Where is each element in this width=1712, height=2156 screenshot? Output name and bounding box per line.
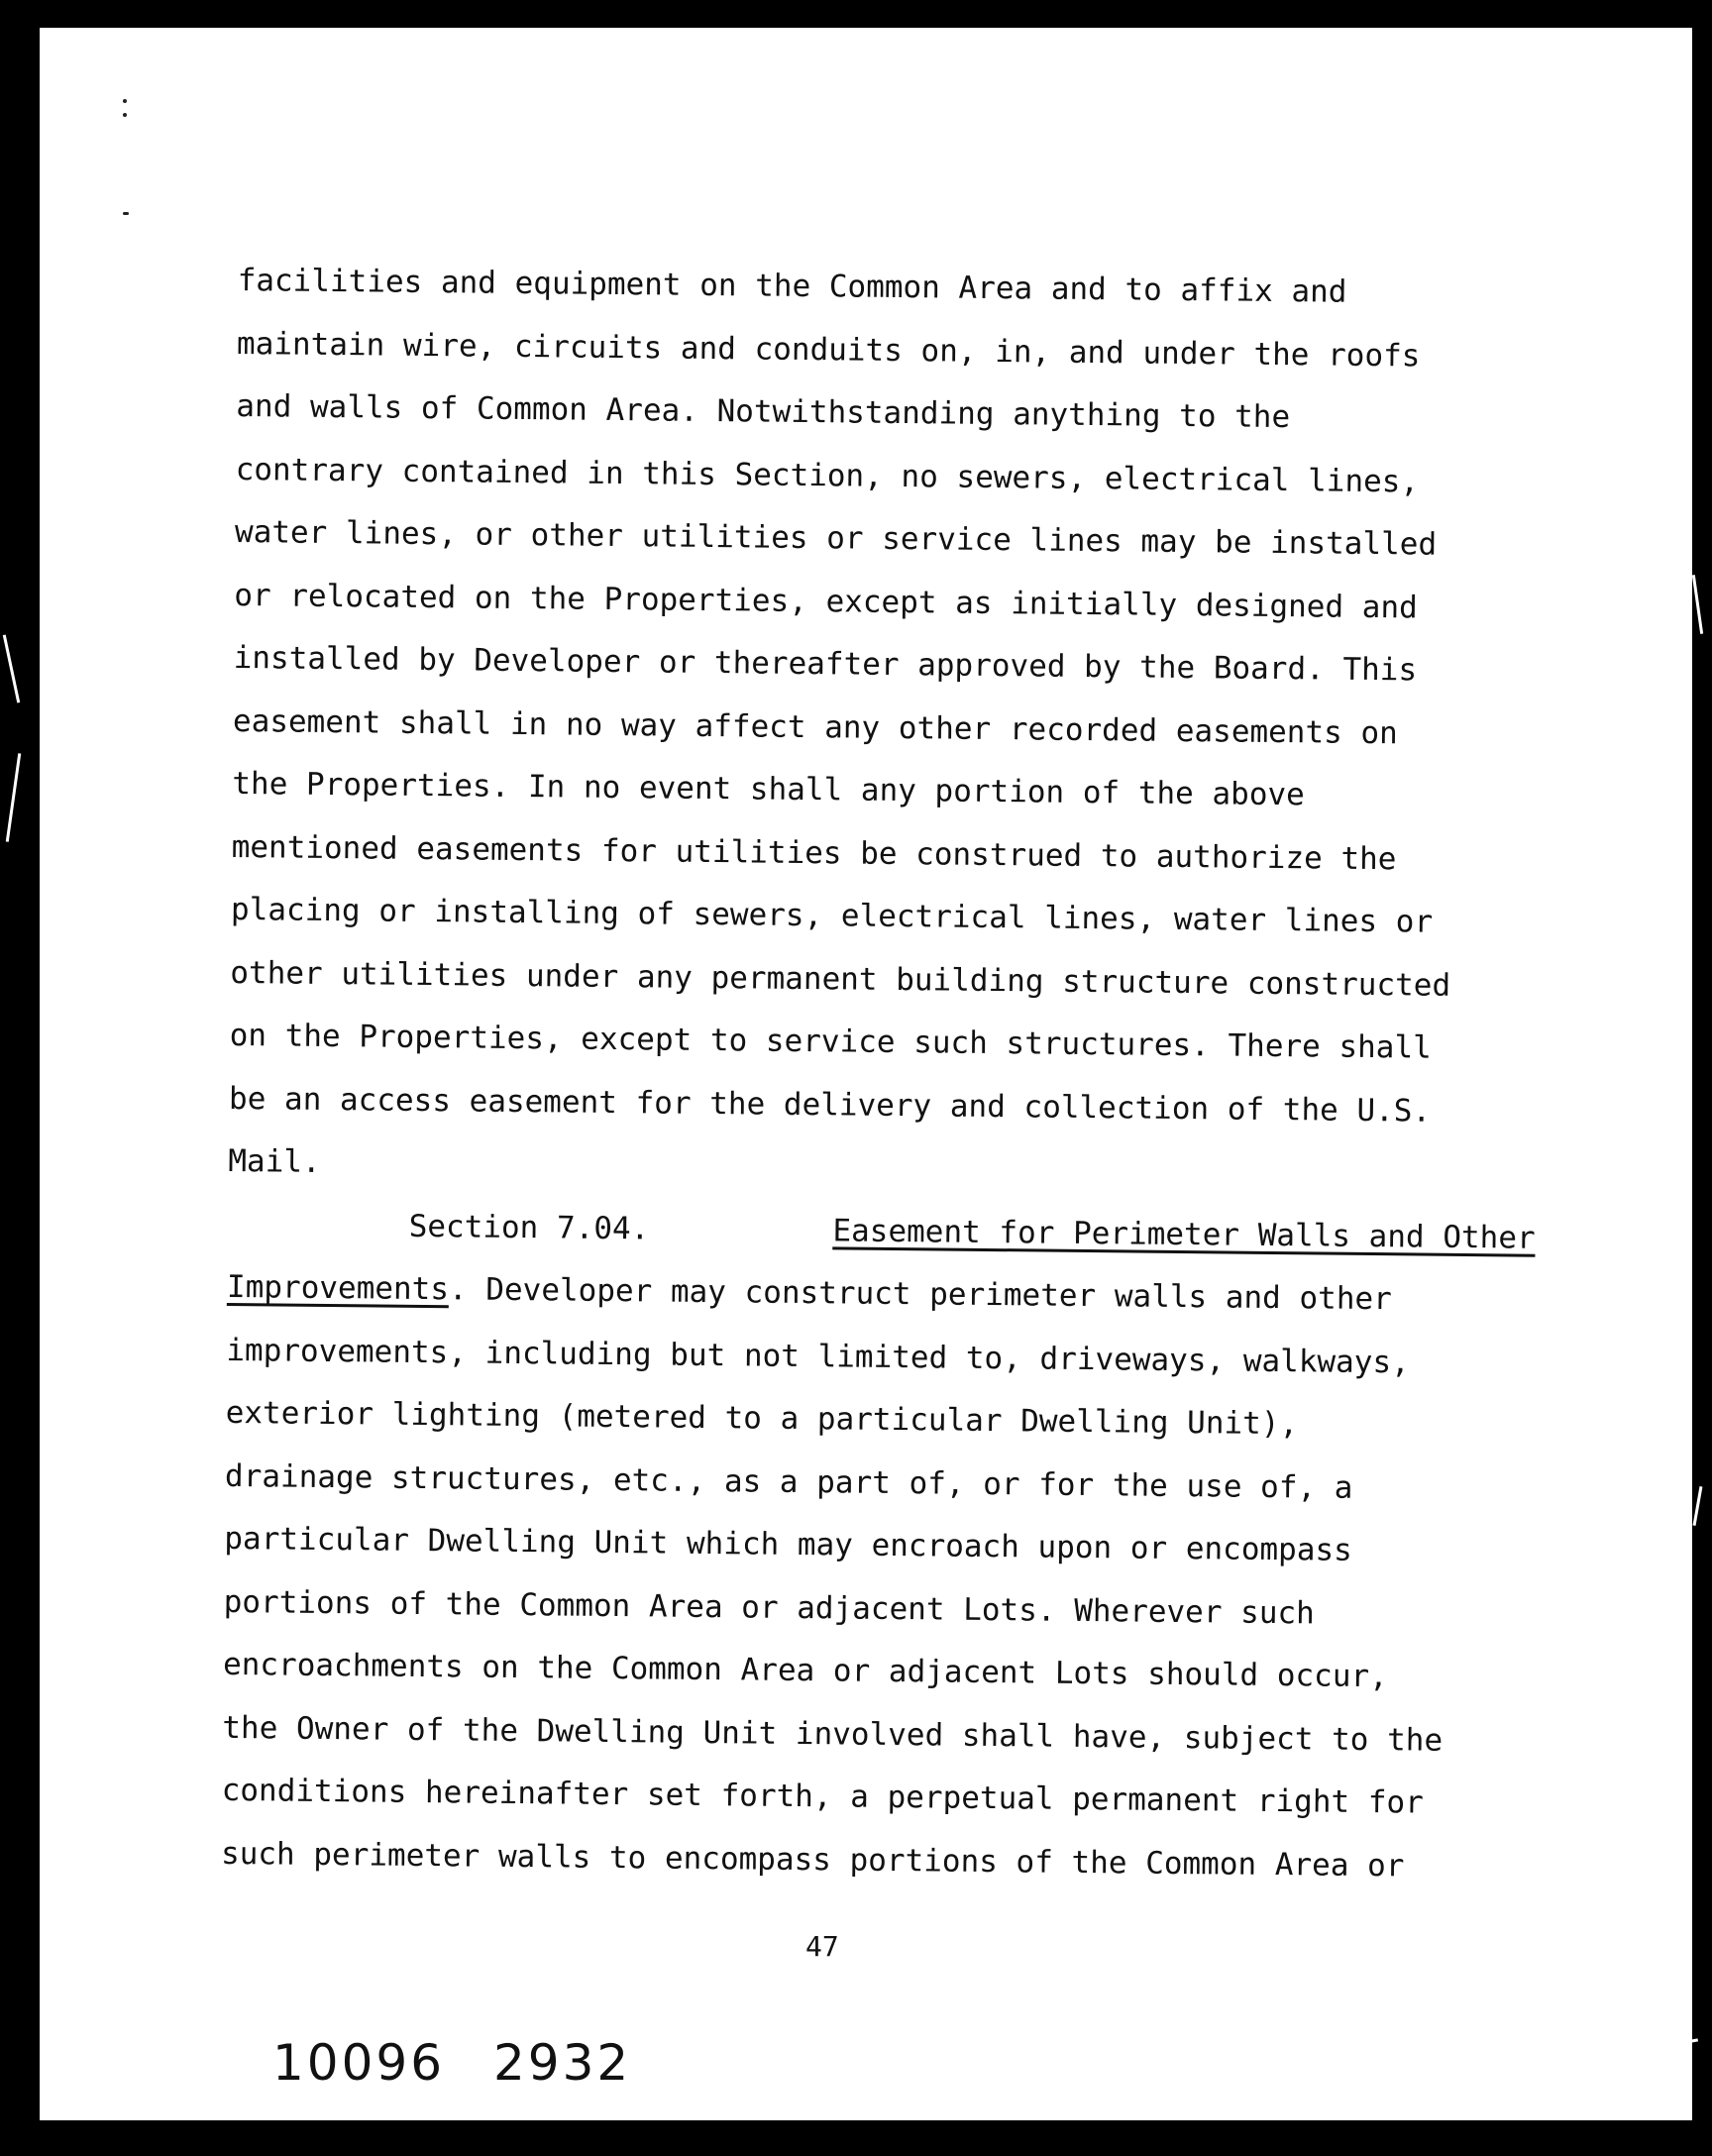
scan-edge-mark [3,634,20,702]
text-line: the Properties. In no event shall any portion of the above [232,765,1305,813]
text-line: particular Dwelling Unit which may encroach upon or encompass [224,1520,1352,1568]
text-line: on the Properties, except to service such structures. There shall [229,1017,1432,1066]
text-line: installed by Developer or thereafter approved by the Board. This [233,639,1418,689]
page-number: 47 [805,1930,839,1963]
section-heading: Easement for Perimeter Walls and Other [832,1212,1536,1256]
text-line: encroachments on the Common Area or adjacent Lots should occur, [222,1646,1388,1695]
text-line: placing or installing of sewers, electrical lines, water lines or [230,891,1434,940]
scan-edge-mark [1693,1486,1703,1526]
text-line: facilities and equipment on the Common Area and to affix and [237,262,1347,310]
text-line: such perimeter walls to encompass portions of the Common Area or [220,1835,1405,1884]
scan-edge-mark [1692,575,1703,634]
document-stamp-number: 10096 2932 [272,2034,632,2092]
text-line: maintain wire, circuits and conduits on, in, and under the roofs [236,325,1421,375]
margin-speck [123,113,127,117]
text-line: easement shall in no way affect any other recorded easements on [232,702,1398,751]
section-heading-continued: Improvements [226,1268,450,1308]
body-text [221,250,1546,1899]
section-number: Section 7.04. [408,1208,650,1246]
text-line: and walls of Common Area. Notwithstanding anything to the [236,387,1291,436]
text-line: be an access easement for the delivery and collection of the U.S. [228,1080,1432,1130]
document-page [40,28,1692,2120]
margin-speck [123,99,127,103]
text-line: Mail. [228,1142,321,1180]
text-line: portions of the Common Area or adjacent Lots. Wherever such [223,1583,1315,1631]
margin-speck [123,212,129,215]
text-line: exterior lighting (metered to a particular Dwelling Unit), [225,1394,1299,1443]
text-line: or relocated on the Properties, except as initially designed and [234,577,1418,625]
text-line: water lines, or other utilities or service lines may be installed [234,513,1438,563]
text-line: contrary contained in this Section, no sewers, electrical lines, [235,451,1420,499]
text-line: the Owner of the Dwelling Unit involved shall have, subject to the [222,1709,1444,1759]
text-line: improvements, including but not limited to, driveways, walkways, [226,1332,1410,1380]
scan-edge-mark [6,753,21,842]
section-lead-text: . Developer may construct perimeter walls and other [448,1271,1392,1318]
text-line: other utilities under any permanent building structure constructed [230,954,1451,1004]
text-line: conditions hereinafter set forth, a perpetual permanent right for [221,1772,1424,1821]
text-line: drainage structures, etc., as a part of, or for the use of, a [224,1457,1353,1506]
text-line: mentioned easements for utilities be construed to authorize the [231,828,1397,877]
